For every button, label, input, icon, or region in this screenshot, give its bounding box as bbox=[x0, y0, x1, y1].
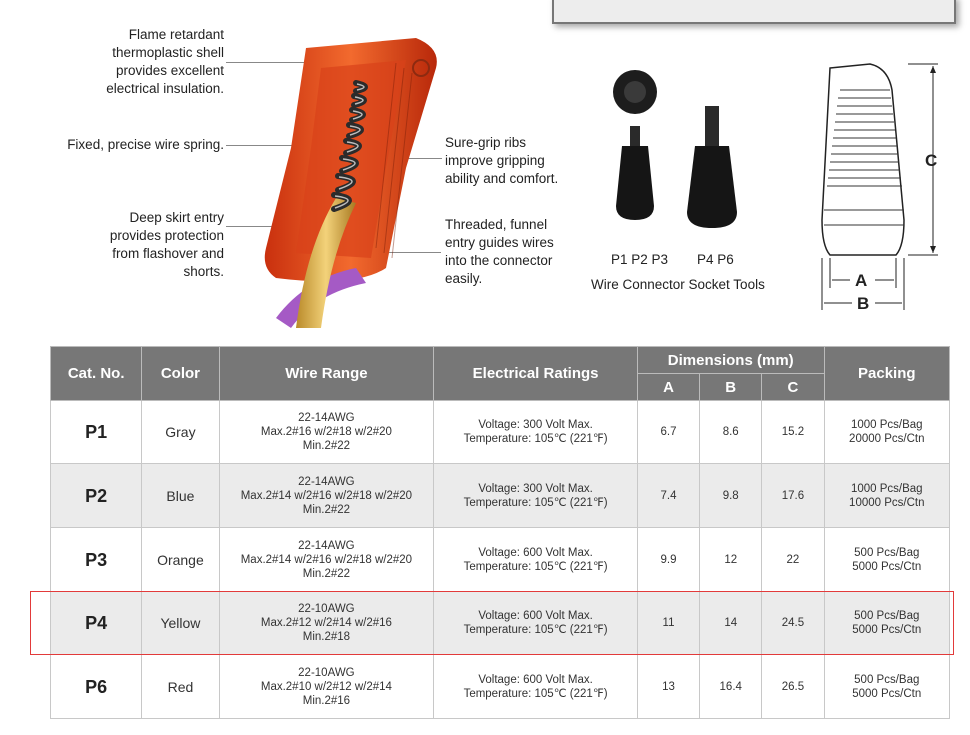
table-row bbox=[51, 528, 950, 592]
wire-line: Max.2#14 w/2#16 w/2#18 w/2#20 bbox=[240, 489, 413, 502]
wire-line: Max.2#10 w/2#12 w/2#14 bbox=[260, 680, 392, 693]
header-dim-b: B bbox=[700, 374, 762, 401]
packing-line: 1000 Pcs/Bag bbox=[850, 419, 923, 431]
packing-cell bbox=[824, 528, 949, 592]
rating-line: Temperature: 105℃ (221℉) bbox=[463, 433, 608, 445]
rating-line: Temperature: 105℃ (221℉) bbox=[463, 624, 608, 636]
row-highlight-p4 bbox=[30, 591, 954, 655]
dim-c-cell: 17.6 bbox=[762, 464, 824, 528]
spec-table bbox=[50, 346, 950, 719]
cat-no: P1 bbox=[51, 401, 142, 464]
callout-line: thermoplastic shell bbox=[112, 45, 224, 60]
callout-line: provides excellent bbox=[115, 63, 224, 78]
wire-range-cell bbox=[219, 528, 434, 592]
cat-no: P6 bbox=[51, 655, 142, 719]
wire-line: 22-14AWG bbox=[298, 475, 355, 488]
wire-line: 22-10AWG bbox=[298, 666, 355, 679]
dim-a-cell: 6.7 bbox=[637, 401, 699, 464]
wire-line: Min.2#22 bbox=[302, 440, 351, 452]
wire-line: 22-14AWG bbox=[298, 412, 355, 424]
packing-line: 500 Pcs/Bag bbox=[854, 610, 920, 622]
rating-line: Voltage: 600 Volt Max. bbox=[478, 546, 593, 559]
callout-line: Sure-grip ribs bbox=[445, 135, 527, 150]
tools-label-p4-p6: P4 P6 bbox=[697, 252, 734, 267]
dim-b-cell: 8.6 bbox=[700, 401, 762, 464]
callout-line: Deep skirt entry bbox=[129, 210, 224, 225]
wire-range-cell bbox=[219, 655, 434, 719]
wire-line: Min.2#18 bbox=[302, 631, 351, 643]
packing-cell bbox=[824, 464, 949, 528]
wire-range-cell bbox=[219, 401, 434, 464]
dim-a-cell: 13 bbox=[637, 655, 699, 719]
rating-cell bbox=[434, 401, 638, 464]
dimension-drawing bbox=[800, 60, 950, 315]
callout-line: electrical insulation. bbox=[106, 81, 224, 96]
header-wire-range: Wire Range bbox=[219, 347, 434, 401]
rating-line: Voltage: 600 Volt Max. bbox=[478, 610, 593, 622]
connector-cutaway-illustration bbox=[236, 28, 466, 328]
dim-a-cell: 9.9 bbox=[637, 528, 699, 592]
rating-line: Temperature: 105℃ (221℉) bbox=[463, 687, 608, 700]
packing-line: 500 Pcs/Bag bbox=[854, 546, 920, 559]
rating-line: Temperature: 105℃ (221℉) bbox=[463, 560, 608, 573]
dim-a-cell: 11 bbox=[637, 592, 699, 655]
wire-line: Min.2#16 bbox=[302, 694, 351, 707]
table-row bbox=[51, 655, 950, 719]
wire-line: Max.2#14 w/2#16 w/2#18 w/2#20 bbox=[240, 553, 413, 566]
tools-caption: Wire Connector Socket Tools bbox=[591, 277, 765, 292]
dim-c-cell: 26.5 bbox=[762, 655, 824, 719]
dim-label-b: B bbox=[857, 294, 870, 313]
wire-line: 22-10AWG bbox=[298, 603, 355, 615]
color-cell: Blue bbox=[142, 464, 219, 528]
header-dim-a: A bbox=[637, 374, 699, 401]
header-packing: Packing bbox=[824, 347, 949, 401]
dim-a-cell: 7.4 bbox=[637, 464, 699, 528]
wire-line: Max.2#12 w/2#14 w/2#16 bbox=[260, 617, 392, 629]
callout-line: easily. bbox=[445, 271, 483, 286]
callout-line: Fixed, precise wire spring. bbox=[67, 137, 224, 152]
tools-label-p1-p3: P1 P2 P3 bbox=[611, 252, 669, 267]
rating-cell bbox=[434, 464, 638, 528]
rating-line: Voltage: 300 Volt Max. bbox=[478, 482, 593, 495]
packing-line: 1000 Pcs/Bag bbox=[850, 482, 923, 495]
color-cell: Yellow bbox=[142, 592, 219, 655]
callout-flame-retardant bbox=[96, 26, 224, 98]
callout-deep-skirt bbox=[96, 209, 224, 281]
dim-c-cell: 22 bbox=[762, 528, 824, 592]
wire-line: Min.2#22 bbox=[302, 503, 351, 516]
rating-line: Voltage: 300 Volt Max. bbox=[478, 419, 593, 431]
rating-line: Voltage: 600 Volt Max. bbox=[478, 673, 593, 686]
socket-tools-illustration bbox=[600, 64, 760, 254]
dim-b-cell: 12 bbox=[700, 528, 762, 592]
callout-line: provides protection bbox=[109, 228, 224, 243]
table-row bbox=[51, 401, 950, 464]
cat-no: P4 bbox=[51, 592, 142, 655]
header-dimensions: Dimensions (mm) bbox=[637, 347, 824, 374]
packing-line: 5000 Pcs/Ctn bbox=[852, 687, 922, 700]
dim-c-cell: 24.5 bbox=[762, 592, 824, 655]
cat-no: P2 bbox=[51, 464, 142, 528]
callout-line: entry guides wires bbox=[445, 235, 554, 250]
callout-line: Flame retardant bbox=[128, 27, 224, 42]
packing-line: 20000 Pcs/Ctn bbox=[849, 433, 925, 445]
color-cell: Orange bbox=[142, 528, 219, 592]
wire-range-cell bbox=[219, 464, 434, 528]
callout-line: into the connector bbox=[445, 253, 553, 268]
dim-b-cell: 9.8 bbox=[700, 464, 762, 528]
rating-cell bbox=[434, 528, 638, 592]
rating-cell bbox=[434, 655, 638, 719]
packing-cell bbox=[824, 655, 949, 719]
header-dim-c: C bbox=[762, 374, 824, 401]
callout-spring bbox=[50, 136, 224, 154]
callout-line: improve gripping bbox=[445, 153, 545, 168]
wire-line: Min.2#22 bbox=[302, 567, 351, 580]
callout-line: ability and comfort. bbox=[445, 171, 559, 186]
top-panel bbox=[552, 0, 956, 24]
wire-line: Max.2#16 w/2#18 w/2#20 bbox=[260, 426, 392, 438]
packing-line: 10000 Pcs/Ctn bbox=[849, 496, 925, 509]
dim-label-a: A bbox=[855, 271, 868, 290]
packing-line: 5000 Pcs/Ctn bbox=[852, 624, 922, 636]
wire-line: 22-14AWG bbox=[298, 539, 355, 552]
table-row bbox=[51, 464, 950, 528]
cat-no: P3 bbox=[51, 528, 142, 592]
callout-line: Threaded, funnel bbox=[445, 217, 548, 232]
dim-c-cell: 15.2 bbox=[762, 401, 824, 464]
header-color: Color bbox=[142, 347, 219, 401]
rating-line: Temperature: 105℃ (221℉) bbox=[463, 496, 608, 509]
packing-line: 5000 Pcs/Ctn bbox=[852, 560, 922, 573]
packing-line: 500 Pcs/Bag bbox=[854, 673, 920, 686]
dim-label-c: C bbox=[925, 151, 938, 170]
header-electrical-ratings: Electrical Ratings bbox=[434, 347, 638, 401]
color-cell: Red bbox=[142, 655, 219, 719]
color-cell: Gray bbox=[142, 401, 219, 464]
callout-line: shorts. bbox=[183, 264, 224, 279]
header-cat-no: Cat. No. bbox=[51, 347, 142, 401]
dim-b-cell: 14 bbox=[700, 592, 762, 655]
dim-b-cell: 16.4 bbox=[700, 655, 762, 719]
callout-line: from flashover and bbox=[112, 246, 224, 261]
packing-cell bbox=[824, 401, 949, 464]
